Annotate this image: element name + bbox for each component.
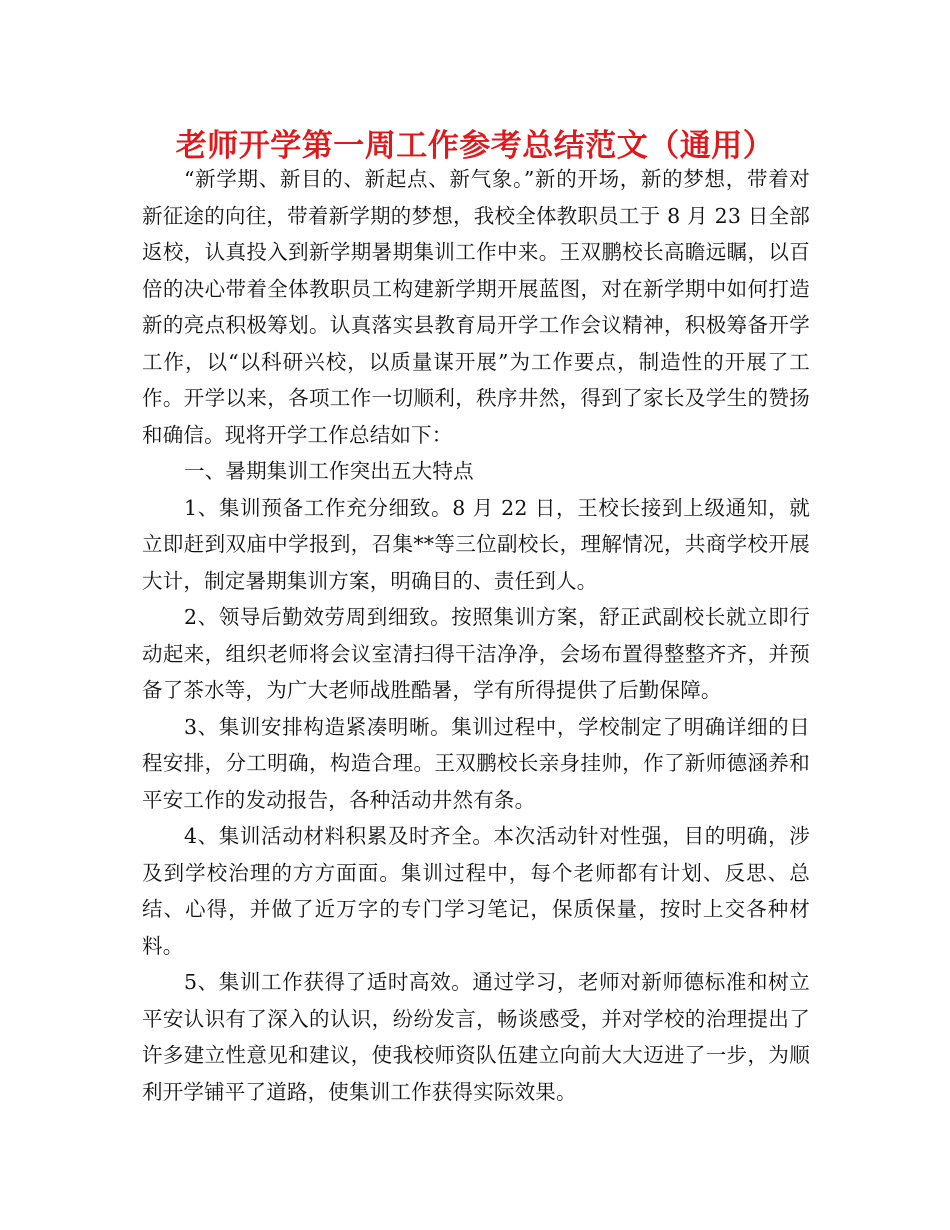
document-body bbox=[142, 161, 810, 1110]
intro-paragraph: “新学期、新目的、新起点、新气象。”新的开场，新的梦想，带着对新征途的向往，带着新学期的梦想，我校全体教职员工于 8 月 23 日全部返校，认真投入到新学期暑期集训工作中来。王双鹏校长高瞻远瞩，以百倍的决心带着全体教职员工构建新学期开展蓝图，对在新学期中如何打造新的亮点积极筹划。认真落实县教育局开学工作会议精神，积极筹备开学工作，以“以科研兴校，以质量谋开展”为工作要点，制造性的开展了工作。开学以来，各项工作一切顺利，秩序井然，得到了家长及学生的赞扬和确信。现将开学工作总结如下： bbox=[142, 167, 810, 447]
point-1-paragraph: 1、集训预备工作充分细致。8 月 22 日，王校长接到上级通知，就立即赶到双庙中学报到，召集**等三位副校长，理解情况，共商学校开展大计，制定暑期集训方案，明确目的、责任到人。 bbox=[142, 495, 810, 593]
section-heading: 一、暑期集训工作突出五大特点 bbox=[184, 459, 474, 483]
point-2-paragraph: 2、领导后勤效劳周到细致。按照集训方案，舒正武副校长就立即行动起来，组织老师将会议室清扫得干洁净净，会场布置得整整齐齐，并预备了茶水等，为广大老师战胜酷暑，学有所得提供了后勤保障。 bbox=[142, 605, 810, 702]
point-3-paragraph: 3、集训安排构造紧凑明晰。集训过程中，学校制定了明确详细的日程安排，分工明确，构造合理。王双鹏校长亲身挂帅，作了新师德涵养和平安工作的发动报告，各种活动井然有条。 bbox=[142, 714, 810, 812]
point-4-paragraph: 4、集训活动材料积累及时齐全。本次活动针对性强，目的明确，涉及到学校治理的方方面面。集训过程中，每个老师都有计划、反思、总结、心得，并做了近万字的专门学习笔记，保质保量，按时上交各种材料。 bbox=[142, 824, 810, 958]
document-title: 老师开学第一周工作参考总结范文（通用） bbox=[175, 128, 775, 164]
point-5-paragraph: 5、集训工作获得了适时高效。通过学习，老师对新师德标准和树立平安认识有了深入的认识，纷纷发言，畅谈感受，并对学校的治理提出了许多建立性意见和建议，使我校师资队伍建立向前大大迈进了一步，为顺利开学铺平了道路，使集训工作获得实际效果。 bbox=[142, 970, 810, 1104]
